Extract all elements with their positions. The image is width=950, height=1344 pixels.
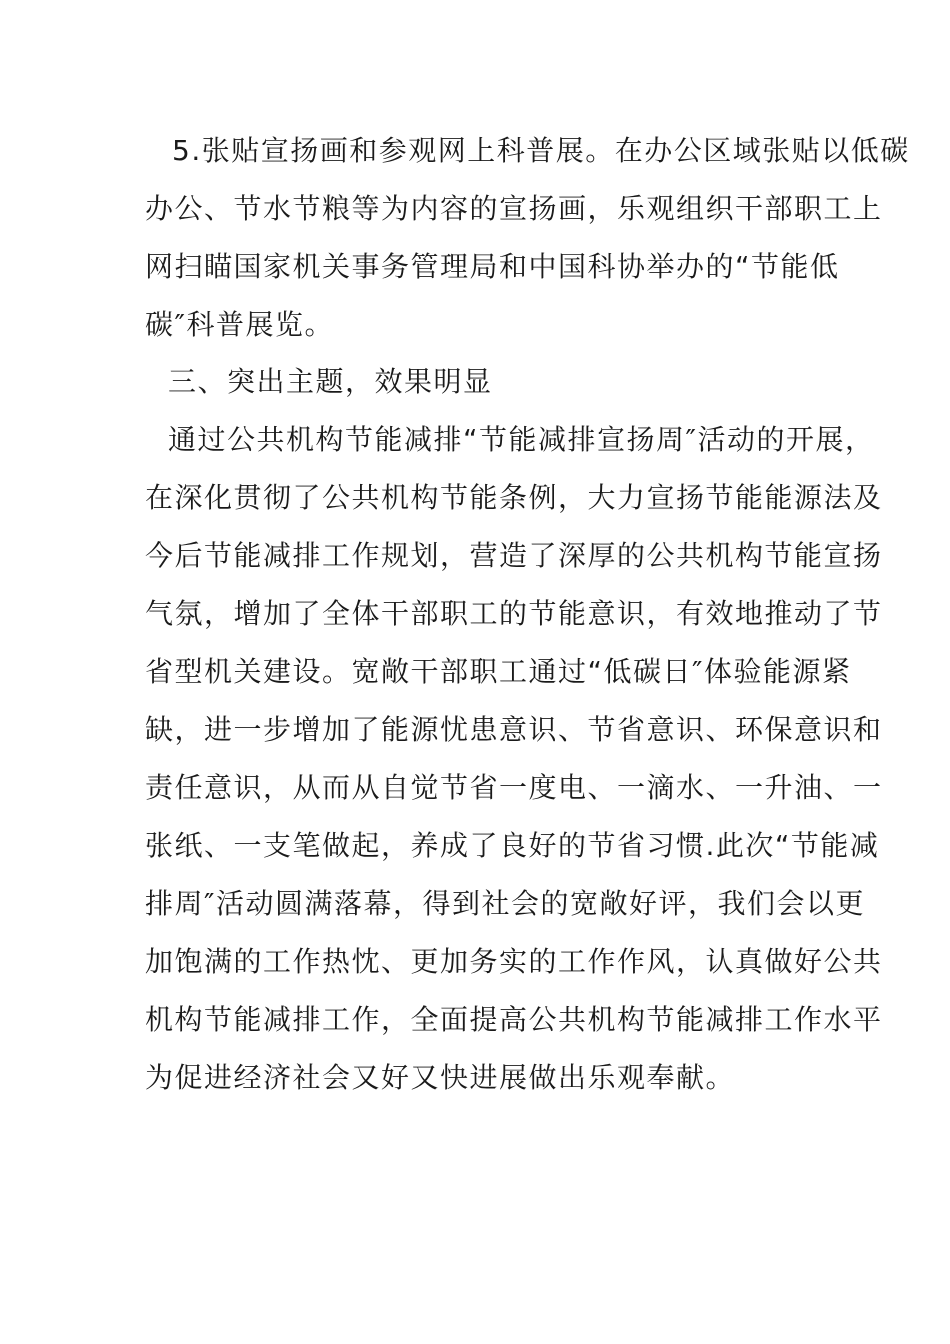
paragraph-line: 加饱满的工作热忱、更加务实的工作作风，认真做好公共 [145,945,883,978]
paragraph-line: 网扫瞄国家机关事务管理局和中国科协举办的“节能低 [145,250,840,283]
paragraph-line: 碳″科普展览。 [145,308,334,341]
paragraph-line: 办公、节水节粮等为内容的宣扬画，乐观组织干部职工上 [145,192,883,225]
paragraph-line: 张纸、一支笔做起，养成了良好的节省习惯.此次“节能减 [145,829,880,862]
paragraph-line: 今后节能减排工作规划，营造了深厚的公共机构节能宣扬 [145,539,883,572]
section-heading: 三、突出主题，效果明显 [168,365,493,398]
paragraph-line: 缺，进一步增加了能源忧患意识、节省意识、环保意识和 [145,713,883,746]
paragraph-line: 排周″活动圆满落幕，得到社会的宽敞好评，我们会以更 [145,887,865,920]
paragraph-line: 机构节能减排工作，全面提高公共机构节能减排工作水平 [145,1003,883,1036]
paragraph-line: 在深化贯彻了公共机构节能条例，大力宣扬节能能源法及 [145,481,883,514]
paragraph-line: 通过公共机构节能减排“节能减排宣扬周″活动的开展， [168,423,875,456]
paragraph-line: 气氛，增加了全体干部职工的节能意识，有效地推动了节 [145,597,883,630]
paragraph-line: 省型机关建设。宽敞干部职工通过“低碳日″体验能源紧 [145,655,852,688]
paragraph-line: 5.张贴宣扬画和参观网上科普展。在办公区域张贴以低碳 [172,134,910,167]
paragraph-line: 责任意识，从而从自觉节省一度电、一滴水、一升油、一 [145,771,883,804]
paragraph-line: 为促进经济社会又好又快进展做出乐观奉献。 [145,1061,736,1094]
